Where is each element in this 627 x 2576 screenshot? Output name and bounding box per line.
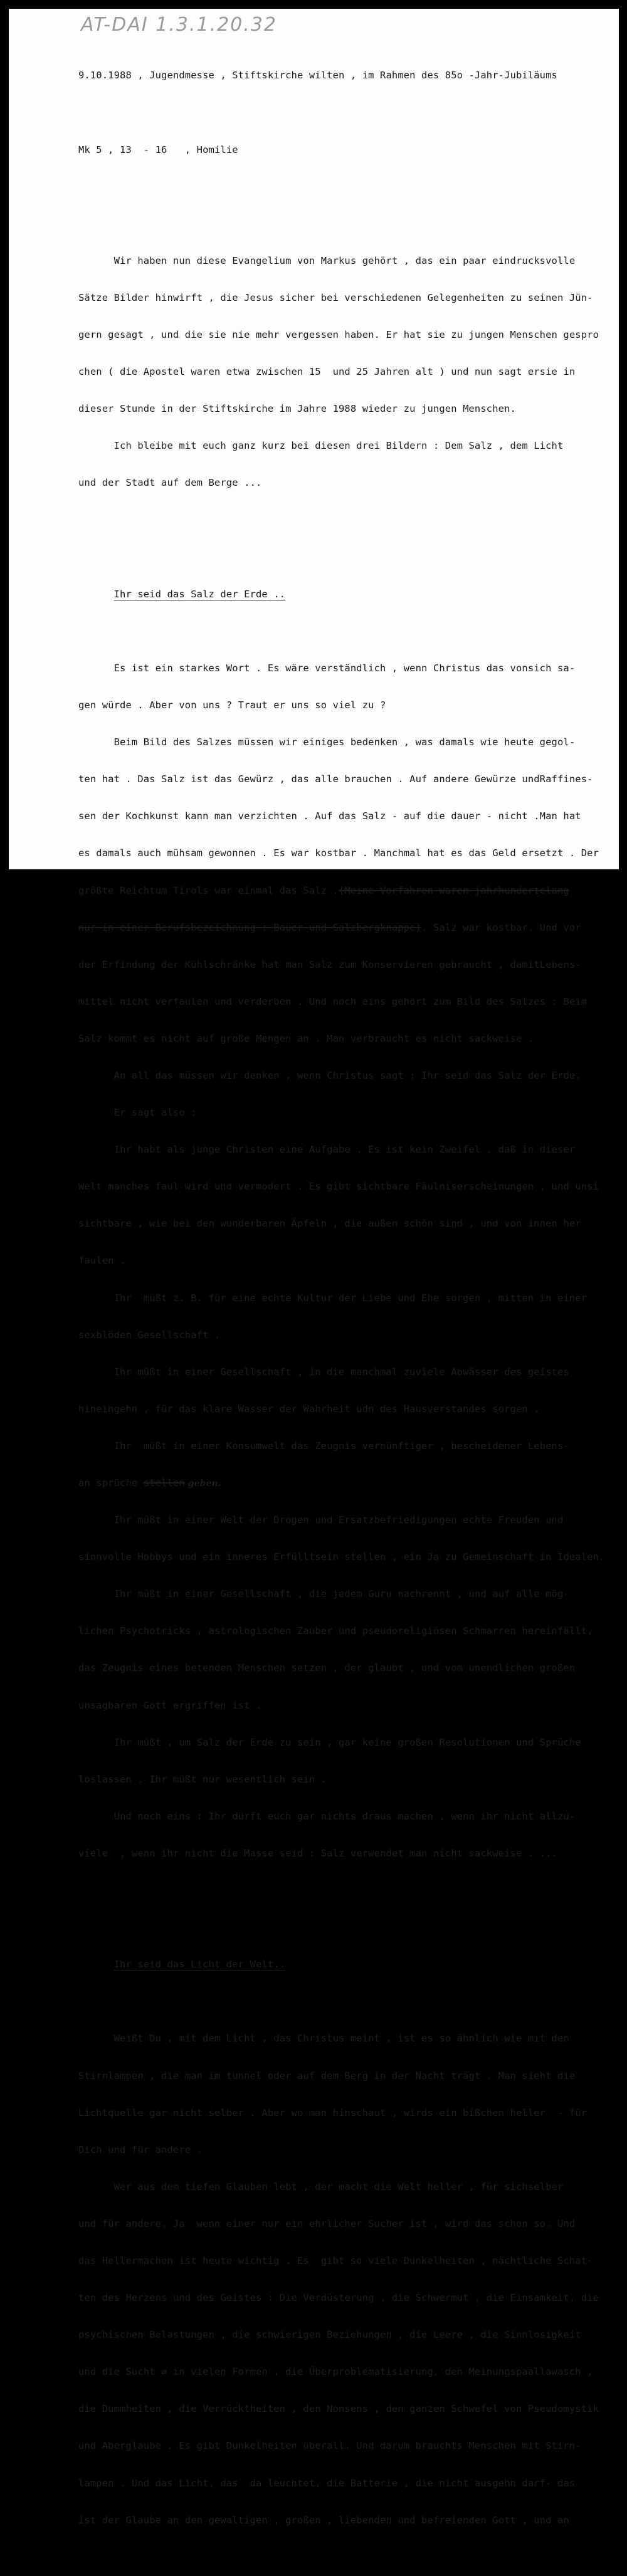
archive-id: AT-DAI 1.3.1.20.32: [81, 14, 277, 36]
text-line: Ihr müßt z. B. für eine echte Kultur der Liebe und Ehe sorgen , mitten in einer: [78, 1292, 587, 1304]
text-line: an sprüche stellen geben.: [78, 1477, 221, 1489]
text-line: sichtbare , wie bei den wunderbaren Äpfeln , die außen schön sind , und von innen her: [78, 1218, 581, 1230]
text-line: An all das müssen wir denken , wenn Christus sagt : Ihr seid das Salz der Erde.: [78, 1069, 581, 1081]
text-line: loslassen . Ihr müßt nur wesentlich sein .: [78, 1773, 327, 1785]
text-line: Ihr müßt in einer Welt der Drogen und Ersatzbefriedigungen echte Freuden und: [78, 1514, 564, 1526]
text-line: Ihr müßt in einer Gesellschaft , die jedem Guru nachrennt , und auf alle mög-: [78, 1588, 569, 1600]
text-line: Beim Bild des Salzes müssen wir einiges bedenken , was damals wie heute gegol-: [78, 736, 576, 748]
text-line: gen würde . Aber von uns ? Traut er uns so viel zu ?: [78, 699, 386, 711]
typed-text-body: [78, 45, 619, 2576]
section-light: [78, 2008, 619, 2552]
text-line: das Zeugnis eines betenden Menschen setzen , der glaubt , und vom unendlichen großen: [78, 1662, 576, 1674]
text-line: lampen . Und das Licht, das da leuchtet, die Batterie , die nicht ausgehn darf- das: [78, 2477, 576, 2489]
text-line: nur in einer Berufsbezeichnung : Bauer und Salzbergknappe). Salz war kostbar. Und vor: [78, 921, 581, 933]
text-line: Es ist ein starkes Wort . Es wäre verständlich , wenn Christus das vonsich sa-: [78, 662, 576, 674]
section-salt: [78, 638, 619, 1885]
text-line: Dich und für andere .: [78, 2144, 203, 2155]
text-line: psychischen Belastungen , die schwierigen Beziehungen , die Leere , die Sinnlosigkeit: [78, 2329, 581, 2341]
text-line: Wir haben nun diese Evangelium von Markus gehört , das ein paar eindrucksvolle: [78, 254, 576, 266]
text-line: viele , wenn ihr nicht die Masse seid : Salz verwendet man nicht sackweise . ...: [78, 1847, 557, 1859]
text-line: mittel nicht verfaulen und verderben . Und noch eins gehört zum Bild des Salzes : Beim: [78, 995, 587, 1007]
text-line: und der Stadt auf dem Berge ...: [78, 477, 262, 489]
text-line: Ihr müßt in einer Konsumwelt das Zeugnis vernünftiger , bescheidener Lebens-: [78, 1440, 569, 1452]
text-line: Ihr habt als junge Christen eine Aufgabe . Es ist kein Zweifel , daß in dieser: [78, 1144, 576, 1156]
text-line: und die Sucht ⇄ in vielen Formen , die Überproblematisierung, den Meinungspaallawasch ,: [78, 2366, 593, 2378]
text-line: hineingehn , für das klare Wasser der Wahrheit udn des Hausverstandes sorgen .: [78, 1403, 540, 1415]
text-line: Sätze Bilder hinwirft , die Jesus sicher bei verschiedenen Gelegenheiten zu seinen Jün-: [78, 291, 593, 303]
text-line: es damals auch mühsam gewonnen . Es war kostbar . Manchmal hat es das Geld ersetzt . Der: [78, 847, 599, 859]
header-line: 9.10.1988 , Jugendmesse , Stiftskirche wilten , im Rahmen des 85o -Jahr-Jubiläums: [78, 70, 557, 81]
text-line: dieser Stunde in der Stiftskirche im Jahre 1988 wieder zu jungen Menschen.: [78, 403, 516, 415]
text-line: lichen Psychotricks , astrologischen Zauber und pseudoreligiösen Schmarren hereinfällt,: [78, 1625, 593, 1637]
text-line: Weißt Du , mit dem Licht , das Christus meint , ist es so ähnlich wie mit den: [78, 2033, 569, 2045]
text-line: der Erfindung der Kühlschränke hat man Salz zum Konservieren gebraucht , damitLebens-: [78, 958, 581, 970]
paragraph-intro: [78, 230, 619, 514]
text-line: Lichtquelle gar nicht selber . Aber wo man hinschaut , wirds ein bißchen heller - für: [78, 2107, 587, 2118]
text-line: chen ( die Apostel waren etwa zwischen 15 und 25 Jahren alt ) und nun sagt ersie in: [78, 366, 576, 378]
text-line: Ich bleibe mit euch ganz kurz bei diesen drei Bildern : Dem Salz , dem Licht: [78, 440, 564, 452]
struck-text: nur in einer Berufsbezeichnung : Bauer und Salzbergknappe): [78, 921, 422, 933]
text-line: die Dummheiten , die Verrücktheiten , den Nonsens , den ganzen Schwefel von Pseudomystik: [78, 2403, 599, 2415]
text-line: und für andere. Ja wenn einer nur ein ehrlicher Sucher ist , wird das schon so. Und: [78, 2217, 576, 2229]
text-line: Welt manches faul wird und vermodert . Es gibt sichtbare Fäulniserscheinungen , und unsi: [78, 1181, 599, 1193]
text-line: und Aberglaube . Es gibt Dunkelheiten überall. Und darum brauchts Menschen mit Stirn-: [78, 2440, 581, 2452]
text-line: Er sagt also :: [78, 1107, 197, 1119]
text-line: Salz kommt es nicht auf große Mengen an . Man verbraucht es nicht sackweise .: [78, 1032, 534, 1044]
text-line: gern gesagt , und die sie nie mehr vergessen haben. Er hat sie zu jungen Menschen gespro: [78, 329, 599, 341]
text-line: Und noch eins : Ihr dürft euch gar nichts draus machen , wenn ihr nicht allzu-: [78, 1810, 576, 1822]
text-line: faulen .: [78, 1255, 126, 1267]
document-page: [9, 9, 619, 2526]
section-heading-salt: Ihr seid das Salz der Erde ..: [113, 588, 286, 600]
struck-text: stellen: [143, 1477, 185, 1489]
text-line: Ihr müßt , um Salz der Erde zu sein , gar keine großen Resolutionen und Sprüche: [78, 1736, 581, 1748]
text-line: Stirnlampen , die man im tunnel oder auf dem Berg in der Nacht trägt . Man sieht die: [78, 2070, 576, 2081]
text-line: größte Reichtum Tirols war einmal das Salz .(Meine Vorfahren waren jahrhundertelang: [78, 884, 569, 896]
struck-text: (Meine Vorfahren waren jahrhundertelang: [339, 884, 569, 896]
section-heading-light: Ihr seid das Licht der Welt..: [113, 1959, 286, 1971]
text-line: unsagbaren Gott ergriffen ist .: [78, 1699, 262, 1711]
text-line: das Hellermachen ist heute wichtig . Es gibt so viele Dunkelheiten , nächtliche Schat-: [78, 2255, 593, 2267]
header-line: Mk 5 , 13 - 16 , Homilie: [78, 144, 238, 155]
handwritten-correction: geben.: [184, 1479, 221, 1489]
text-line: ist der Glaube an den gewaltigen , großen , liebenden und befreienden Gott , und an: [78, 2514, 569, 2526]
text-line: ten hat . Das Salz ist das Gewürz , das alle brauchen . Auf andere Gewürze undRaffines-: [78, 773, 593, 785]
text-line: sen der Kochkunst kann man verzichten . Auf das Salz - auf die dauer - nicht .Man hat: [78, 810, 581, 822]
text-line: ten des Herzens und des Geistes : Die Verdüsterung , die Schwermut , die Einsamkeit, die: [78, 2292, 599, 2304]
text-line: Ihr müßt in einer Gesellschaft , in die manchmal zuviele Abwässer des geistes: [78, 1366, 569, 1378]
text-line: sinnvolle Hobbys und ein inneres Erfülltsein stellen , ein Ja zu Gemeinschaft in Idealen.: [78, 1551, 605, 1563]
text-line: sexblöden Gesellschaft .: [78, 1329, 221, 1341]
text-line: Wer aus dem tiefen Glauben lebt , der macht die Welt heller , für sichselber: [78, 2181, 564, 2192]
